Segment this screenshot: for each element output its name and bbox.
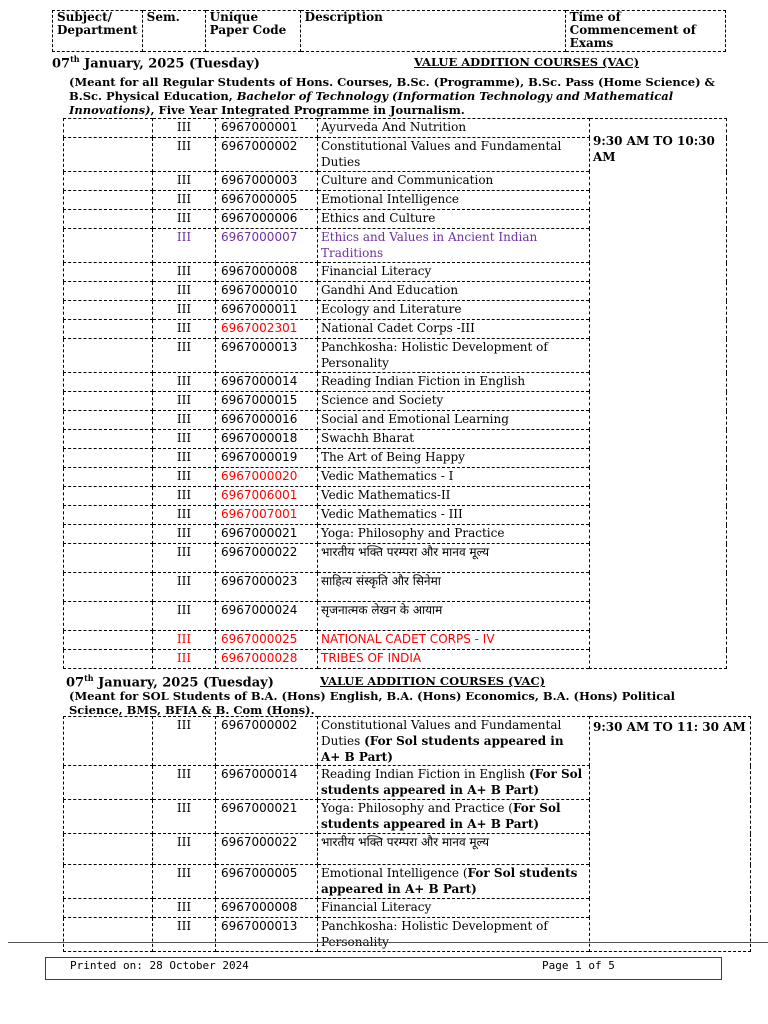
description-cell — [318, 717, 590, 766]
sem-cell: III — [153, 320, 216, 339]
description-cell: Reading Indian Fiction in English — [318, 373, 590, 392]
description-cell — [318, 834, 590, 865]
paper-code-cell: 6967000007 — [216, 229, 318, 263]
description-cell: Vedic Mathematics - I — [318, 468, 590, 487]
description-cell: Panchkosha: Holistic Development of Personality — [318, 339, 590, 373]
section2-table — [63, 716, 751, 952]
paper-code-cell: 6967000006 — [216, 210, 318, 229]
subject-department-cell — [64, 411, 153, 430]
description-cell: Emotional Intelligence — [318, 191, 590, 210]
paper-code-cell: 6967000015 — [216, 392, 318, 411]
subject-department-cell — [64, 191, 153, 210]
paper-code-cell: 6967000021 — [216, 800, 318, 834]
section1-vac-title: VALUE ADDITION COURSES (VAC) — [414, 55, 640, 69]
description-cell: भारतीय भक्ति परम्परा और मानव मूल्य — [318, 544, 590, 573]
sem-cell: III — [153, 210, 216, 229]
subject-department-cell — [64, 573, 153, 602]
description-cell: Vedic Mathematics - III — [318, 506, 590, 525]
subject-department-cell — [64, 210, 153, 229]
sem-cell: III — [153, 430, 216, 449]
sem-cell: III — [153, 573, 216, 602]
sem-cell: III — [153, 800, 216, 834]
subject-department-cell — [64, 449, 153, 468]
description-text: Emotional Intelligence ( — [321, 866, 468, 880]
sem-cell: III — [153, 282, 216, 301]
paper-code-cell: 6967000021 — [216, 525, 318, 544]
description-cell: सृजनात्मक लेखन के आयाम — [318, 602, 590, 631]
subject-department-cell — [64, 602, 153, 631]
header-sem: Sem. — [142, 11, 205, 52]
table-row — [64, 717, 751, 766]
sem-cell: III — [153, 411, 216, 430]
sem-cell: III — [153, 468, 216, 487]
sem-cell: III — [153, 487, 216, 506]
description-cell: Culture and Communication — [318, 172, 590, 191]
sem-cell: III — [153, 191, 216, 210]
paper-code-cell: 6967000005 — [216, 865, 318, 899]
description-cell: Yoga: Philosophy and Practice — [318, 525, 590, 544]
subject-department-cell — [64, 138, 153, 172]
subject-department-cell — [64, 119, 153, 138]
description-cell: Ecology and Literature — [318, 301, 590, 320]
subject-department-cell — [64, 468, 153, 487]
sem-cell: III — [153, 717, 216, 766]
paper-code-cell: 6967000019 — [216, 449, 318, 468]
sem-cell: III — [153, 766, 216, 800]
printed-on: Printed on: 28 October 2024 — [70, 959, 249, 972]
description-cell: Gandhi And Education — [318, 282, 590, 301]
paper-code-cell: 6967007001 — [216, 506, 318, 525]
subject-department-cell — [64, 229, 153, 263]
paper-code-cell: 6967000024 — [216, 602, 318, 631]
description-cell: National Cadet Corps -III — [318, 320, 590, 339]
footer-box — [45, 957, 722, 980]
section1-table — [63, 118, 727, 669]
sem-cell: III — [153, 899, 216, 918]
description-text: भारतीय भक्ति परम्परा और मानव मूल्य — [321, 835, 490, 849]
paper-code-cell: 6967006001 — [216, 487, 318, 506]
section2-vac-title: VALUE ADDITION COURSES (VAC) — [320, 674, 546, 688]
paper-code-cell: 6967002301 — [216, 320, 318, 339]
sem-cell: III — [153, 449, 216, 468]
description-cell: Constitutional Values and Fundamental Duties — [318, 138, 590, 172]
paper-code-cell: 6967000016 — [216, 411, 318, 430]
subject-department-cell — [64, 650, 153, 669]
paper-code-cell: 6967000018 — [216, 430, 318, 449]
paper-code-cell: 6967000028 — [216, 650, 318, 669]
header-table — [52, 10, 726, 52]
sem-cell: III — [153, 339, 216, 373]
description-cell: NATIONAL CADET CORPS - IV — [318, 631, 590, 650]
section1-date: 07th January, 2025 (Tuesday) — [52, 54, 260, 72]
sem-cell: III — [153, 631, 216, 650]
subject-department-cell — [64, 544, 153, 573]
subject-department-cell — [64, 430, 153, 449]
paper-code-cell: 6967000025 — [216, 631, 318, 650]
subject-department-cell — [64, 392, 153, 411]
section2-date: 07th January, 2025 (Tuesday) — [66, 673, 274, 691]
description-note: (For Sol students appeared in A+ B Part) — [321, 734, 564, 764]
sem-cell: III — [153, 263, 216, 282]
paper-code-cell: 6967000020 — [216, 468, 318, 487]
description-cell: Ethics and Values in Ancient Indian Traditions — [318, 229, 590, 263]
description-cell: Swachh Bharat — [318, 430, 590, 449]
description-cell: Ayurveda And Nutrition — [318, 119, 590, 138]
description-note: For Sol students appeared in A+ B Part) — [321, 866, 578, 896]
subject-department-cell — [64, 631, 153, 650]
subject-department-cell — [64, 172, 153, 191]
paper-code-cell: 6967000014 — [216, 766, 318, 800]
paper-code-cell: 6967000010 — [216, 282, 318, 301]
sem-cell: III — [153, 229, 216, 263]
paper-code-cell: 6967000002 — [216, 138, 318, 172]
subject-department-cell — [64, 800, 153, 834]
description-cell: Vedic Mathematics-II — [318, 487, 590, 506]
subject-department-cell — [64, 487, 153, 506]
sem-cell: III — [153, 650, 216, 669]
paper-code-cell: 6967000014 — [216, 373, 318, 392]
paper-code-cell: 6967000005 — [216, 191, 318, 210]
sem-cell: III — [153, 544, 216, 573]
sem-cell: III — [153, 525, 216, 544]
subject-department-cell — [64, 263, 153, 282]
section1-note: (Meant for all Regular Students of Hons. Courses, B.Sc. (Programme), B.Sc. Pass (Home Science) & B.Sc. Physical Education, Bachelor of Technology (Information Technology and Mathematical Innovations), Five Year Integrated Programme in Journalism. — [69, 75, 715, 117]
subject-department-cell — [64, 766, 153, 800]
paper-code-cell: 6967000003 — [216, 172, 318, 191]
sem-cell: III — [153, 119, 216, 138]
exam-time-cell: 9:30 AM TO 11: 30 AM — [590, 717, 751, 952]
description-cell — [318, 918, 590, 952]
subject-department-cell — [64, 918, 153, 952]
sem-cell: III — [153, 392, 216, 411]
header-unique-paper-code: Unique Paper Code — [205, 11, 300, 52]
header-subject-department: Subject/ Department — [53, 11, 143, 52]
subject-department-cell — [64, 717, 153, 766]
description-cell: Ethics and Culture — [318, 210, 590, 229]
subject-department-cell — [64, 525, 153, 544]
subject-department-cell — [64, 899, 153, 918]
description-text: Yoga: Philosophy and Practice ( — [321, 801, 513, 815]
subject-department-cell — [64, 373, 153, 392]
paper-code-cell: 6967000023 — [216, 573, 318, 602]
description-cell — [318, 899, 590, 918]
subject-department-cell — [64, 301, 153, 320]
sem-cell: III — [153, 506, 216, 525]
header-description: Description — [300, 11, 565, 52]
description-cell: Science and Society — [318, 392, 590, 411]
sem-cell: III — [153, 138, 216, 172]
description-text: Reading Indian Fiction in English — [321, 767, 529, 781]
paper-code-cell: 6967000013 — [216, 918, 318, 952]
description-note: For Sol students appeared in A+ B Part) — [321, 801, 561, 831]
subject-department-cell — [64, 282, 153, 301]
subject-department-cell — [64, 834, 153, 865]
description-text: Constitutional Values and Fundamental Duties — [321, 718, 562, 748]
sem-cell: III — [153, 834, 216, 865]
paper-code-cell: 6967000022 — [216, 544, 318, 573]
section2-note: (Meant for SOL Students of B.A. (Hons) English, B.A. (Hons) Economics, B.A. (Hons) Political Science, BMS, BFIA & B. Com (Hons). — [69, 689, 676, 717]
exam-time-cell: 9:30 AM TO 10:30 AM — [590, 119, 727, 669]
subject-department-cell — [64, 506, 153, 525]
sem-cell: III — [153, 865, 216, 899]
table-row — [64, 119, 727, 138]
description-cell: TRIBES OF INDIA — [318, 650, 590, 669]
subject-department-cell — [64, 339, 153, 373]
description-text: Financial Literacy — [321, 900, 432, 914]
subject-department-cell — [64, 865, 153, 899]
paper-code-cell: 6967000011 — [216, 301, 318, 320]
sem-cell: III — [153, 172, 216, 191]
header-time-of-commencement: Time of Commencement of Exams — [565, 11, 725, 52]
sem-cell: III — [153, 301, 216, 320]
description-cell — [318, 865, 590, 899]
description-cell: Financial Literacy — [318, 263, 590, 282]
paper-code-cell: 6967000008 — [216, 899, 318, 918]
sem-cell: III — [153, 918, 216, 952]
paper-code-cell: 6967000013 — [216, 339, 318, 373]
description-cell: The Art of Being Happy — [318, 449, 590, 468]
description-cell: Social and Emotional Learning — [318, 411, 590, 430]
paper-code-cell: 6967000001 — [216, 119, 318, 138]
description-cell — [318, 800, 590, 834]
subject-department-cell — [64, 320, 153, 339]
sem-cell: III — [153, 373, 216, 392]
paper-code-cell: 6967000008 — [216, 263, 318, 282]
paper-code-cell: 6967000022 — [216, 834, 318, 865]
page-number: Page 1 of 5 — [542, 959, 615, 972]
paper-code-cell: 6967000002 — [216, 717, 318, 766]
footer-divider — [8, 942, 768, 943]
description-cell — [318, 766, 590, 800]
description-note: (For Sol students appeared in A+ B Part) — [321, 767, 583, 797]
sem-cell: III — [153, 602, 216, 631]
description-text: Panchkosha: Holistic Development of Personality — [321, 919, 548, 949]
description-cell: साहित्य संस्कृति और सिनेमा — [318, 573, 590, 602]
